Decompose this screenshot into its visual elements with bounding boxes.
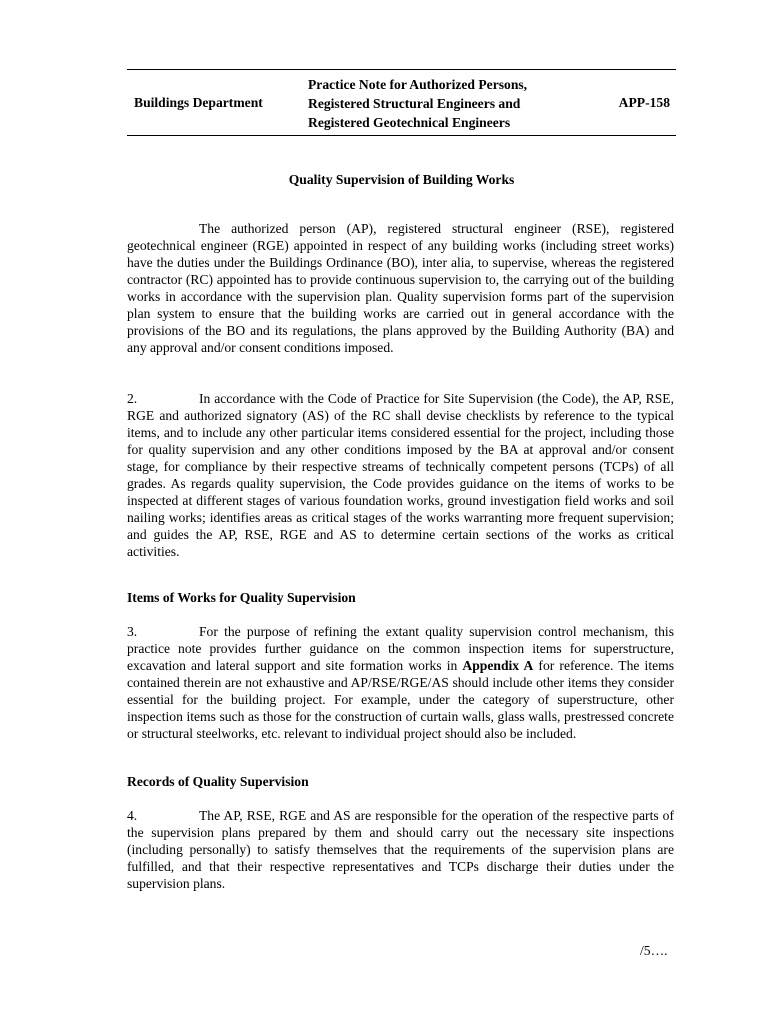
page-header (127, 69, 676, 136)
section-heading-items-of-works: Items of Works for Quality Supervision (127, 590, 356, 605)
paragraph-text: In accordance with the Code of Practice for Site Supervision (the Code), the AP, RSE, RGE and authorized signatory (AS) of the RC shall devise checklists by reference to the typical items, and to include any other particular items considered essential for the project, including those for quality supervision and any other conditions imposed by the BA at approval and/or consent stage, for compliance by their respective streams of technically competent persons (TCPs) of all grades. As regards quality supervision, the Code provides guidance on the items of works to be inspected at different stages of various foundation works, ground investigation field works and soil nailing works; identifies areas as critical stages of the works warranting more frequent supervision; and guides the AP, RSE, RGE and AS to determine certain sections of the works as critical activities. (127, 391, 674, 559)
appendix-reference: Appendix A (462, 658, 534, 673)
paragraph-number: 4. (127, 808, 138, 823)
practice-note-title-line: Registered Structural Engineers and (308, 96, 521, 111)
practice-note-title-line: Registered Geotechnical Engineers (308, 115, 511, 130)
paragraph-1 (127, 220, 674, 356)
paragraph-text: The AP, RSE, RGE and AS are responsible for the operation of the respective parts of the supervision plans prepared by them and should carry out the necessary site inspections (including personally) to satisfy themselves that the requirements of the supervision plans are fulfilled, and that their respective representatives and TCPs discharge their duties under the supervision plans. (127, 808, 674, 891)
paragraph-3 (127, 623, 674, 742)
page-continuation-marker: /5…. (640, 943, 668, 958)
department-name: Buildings Department (134, 95, 263, 110)
paragraph-number: 3. (127, 624, 138, 639)
practice-note-title-line: Practice Note for Authorized Persons, (308, 77, 528, 92)
paragraph-4 (127, 807, 674, 892)
paragraph-text: For the purpose of refining the extant quality supervision control mechanism, this practice note provides further guidance on the common inspection items for superstructure, excavation and lateral support and site formation works in (127, 624, 674, 673)
document-title: Quality Supervision of Building Works (288, 172, 515, 187)
practice-note-title (308, 75, 578, 132)
paragraph-2 (127, 390, 674, 560)
paragraph-number: 2. (127, 391, 138, 406)
section-heading-records: Records of Quality Supervision (127, 774, 309, 789)
paragraph-text: The authorized person (AP), registered structural engineer (RSE), registered geotechnical engineer (RGE) appointed in respect of any building works (including street works) have the duties under the Buildings Ordinance (BO), inter alia, to supervise, whereas the registered contractor (RC) appointed has to provide continuous supervision to, the carrying out of the building works in accordance with the supervision plan. Quality supervision forms part of the supervision plan system to ensure that the building works are carried out in general accordance with the provisions of the BO and its regulations, the plans approved by the Building Authority (BA) and any approval and/or consent conditions imposed. (127, 221, 674, 355)
document-code: APP-158 (618, 95, 670, 110)
paragraph-text: for reference. The items contained therein are not exhaustive and AP/RSE/RGE/AS should include other items they consider essential for the building project. For example, under the category of superstructure, other inspection items such as those for the construction of curtain walls, glass walls, prestressed concrete or structural steelworks, etc. relevant to individual project should also be included. (127, 658, 674, 741)
